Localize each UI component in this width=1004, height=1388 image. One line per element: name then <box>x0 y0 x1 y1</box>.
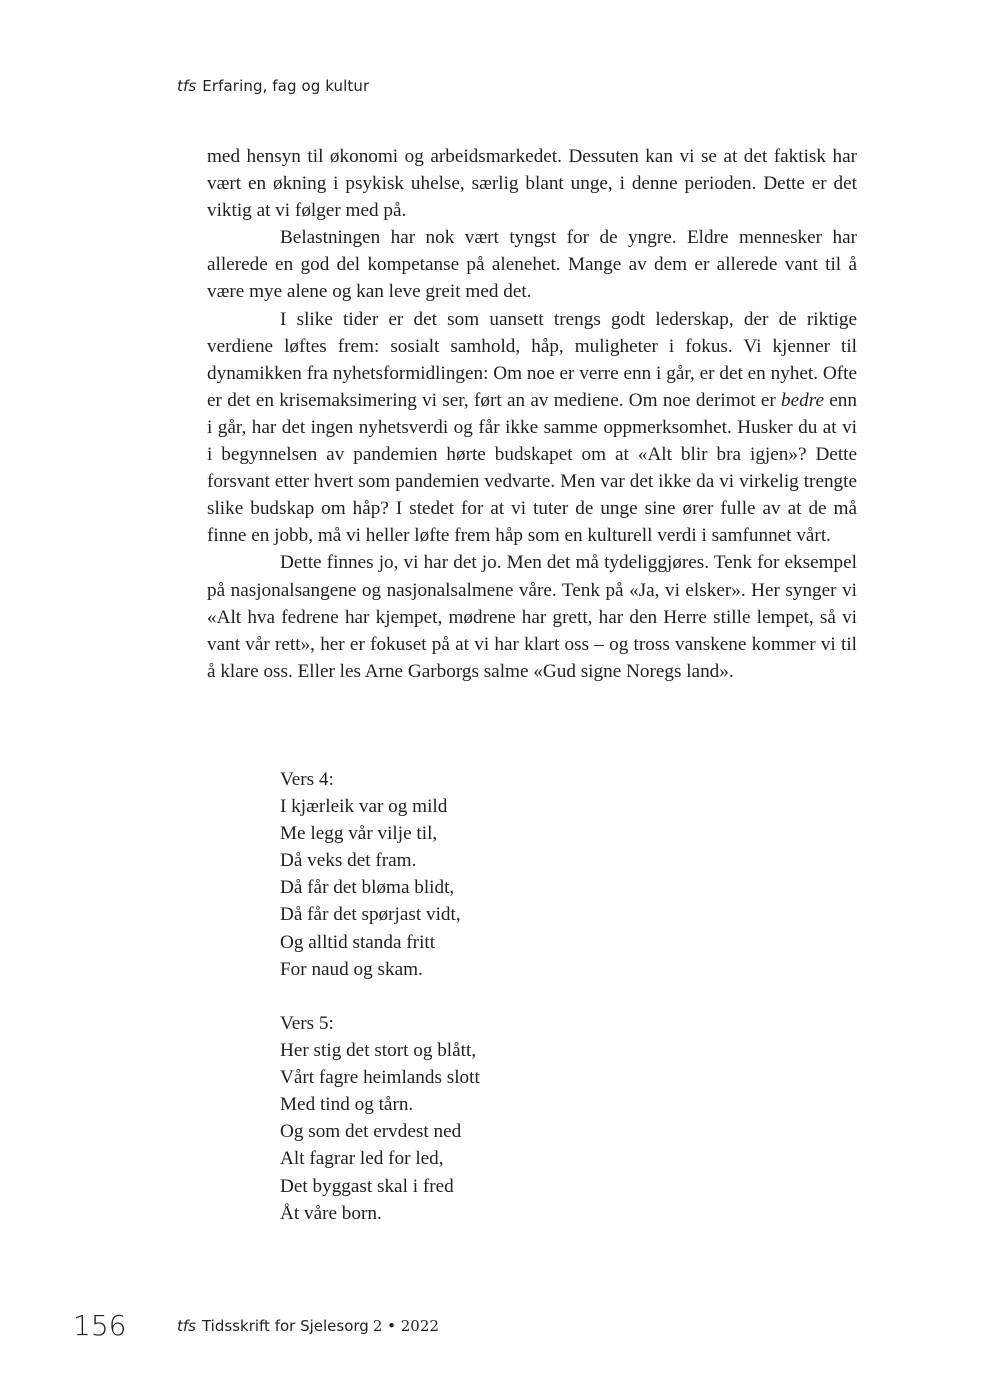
footer-issue: 2 • 2022 <box>372 1317 439 1335</box>
verse-line: For naud og skam. <box>280 958 423 980</box>
verse-heading: Vers 4: <box>280 769 334 790</box>
verse-line: Med tind og tårn. <box>280 1094 414 1116</box>
verse-line: Det byggast skal i fred <box>280 1175 454 1197</box>
verse-line: Åt våre born. <box>280 1202 382 1224</box>
section-title: Erfaring, fag og kultur <box>202 77 370 95</box>
paragraph-4: Dette finnes jo, vi har det jo. Men det må tydeliggjøres. Tenk for eksempel på nasjonalsangene og nasjonalsalmene våre. Tenk på «Ja, vi elsker». Her synger vi «Alt hva fedrene har kjempet, mødrene har grett, har den Herre stille lempet, så vi vant vår rett», her er fokuset på at vi har klart oss – og tross vanskene kommer vi til å klare oss. Eller les Arne Garborgs salme «Gud signe Noregs land». <box>207 552 857 682</box>
verse-4 <box>280 766 461 983</box>
footer-journal-abbreviation: tfs <box>177 1317 196 1335</box>
verse-line: Og alltid standa fritt <box>280 931 436 953</box>
verse-line: Vårt fagre heimlands slott <box>280 1067 480 1089</box>
paragraph-3-text-b: enn i går, har det ingen nyhetsverdi og får ikke samme oppmerksomhet. Husker du at vi i begynnelsen av pandemien hørte budskapet om at «Alt blir bra igjen»? Dette forsvant etter hvert som pandemien vedvarte. Men var det ikke da vi virkelig trengte slike budskap om håp? I stedet for at vi tuter de unge sine ører fulle av at de må finne en jobb, må vi heller løfte frem håp som en kulturell verdi i samfunnet vårt. <box>207 389 857 547</box>
verse-line: Då veks det fram. <box>280 850 417 872</box>
page-number: 156 <box>73 1309 127 1342</box>
running-head <box>177 77 369 95</box>
journal-abbreviation: tfs <box>177 77 197 95</box>
verse-line: Og som det ervdest ned <box>280 1121 462 1143</box>
verse-line: Då får det spørjast vidt, <box>280 904 461 926</box>
article-body <box>207 143 857 685</box>
paragraph-3 <box>207 306 857 550</box>
verse-5 <box>280 1010 480 1227</box>
verse-line: Her stig det stort og blått, <box>280 1040 477 1062</box>
verse-line: Me legg vår vilje til, <box>280 823 438 845</box>
paragraph-1: med hensyn til økonomi og arbeidsmarkedet. Dessuten kan vi se at det faktisk har vært en økning i psykisk uhelse, særlig blant unge, i denne perioden. Dette er det viktig at vi følger med på. <box>207 146 857 222</box>
footer <box>177 1317 439 1335</box>
verse-line: Då får det bløma blidt, <box>280 877 455 899</box>
paragraph-2: Belastningen har nok vært tyngst for de yngre. Eldre mennesker har allerede en god del kompetanse på alenehet. Mange av dem er allerede vant til å være mye alene og kan leve greit med det. <box>207 227 857 303</box>
verse-heading: Vers 5: <box>280 1013 334 1034</box>
footer-journal-name: Tidsskrift for Sjelesorg <box>201 1317 369 1335</box>
emphasis-bedre: bedre <box>781 389 824 411</box>
verse-line: Alt fagrar led for led, <box>280 1148 444 1170</box>
verse-line: I kjærleik var og mild <box>280 796 448 818</box>
paragraph-3-text-a: I slike tider er det som uansett trengs godt lederskap, der de riktige verdiene løftes frem: sosialt samhold, håp, muligheter i fokus. Vi kjenner til dynamikken fra nyhetsformidlingen: Om noe er verre enn i går, er det en nyhet. Ofte er det en krisemaksimering vi ser, ført an av mediene. Om noe derimot er <box>207 308 857 411</box>
